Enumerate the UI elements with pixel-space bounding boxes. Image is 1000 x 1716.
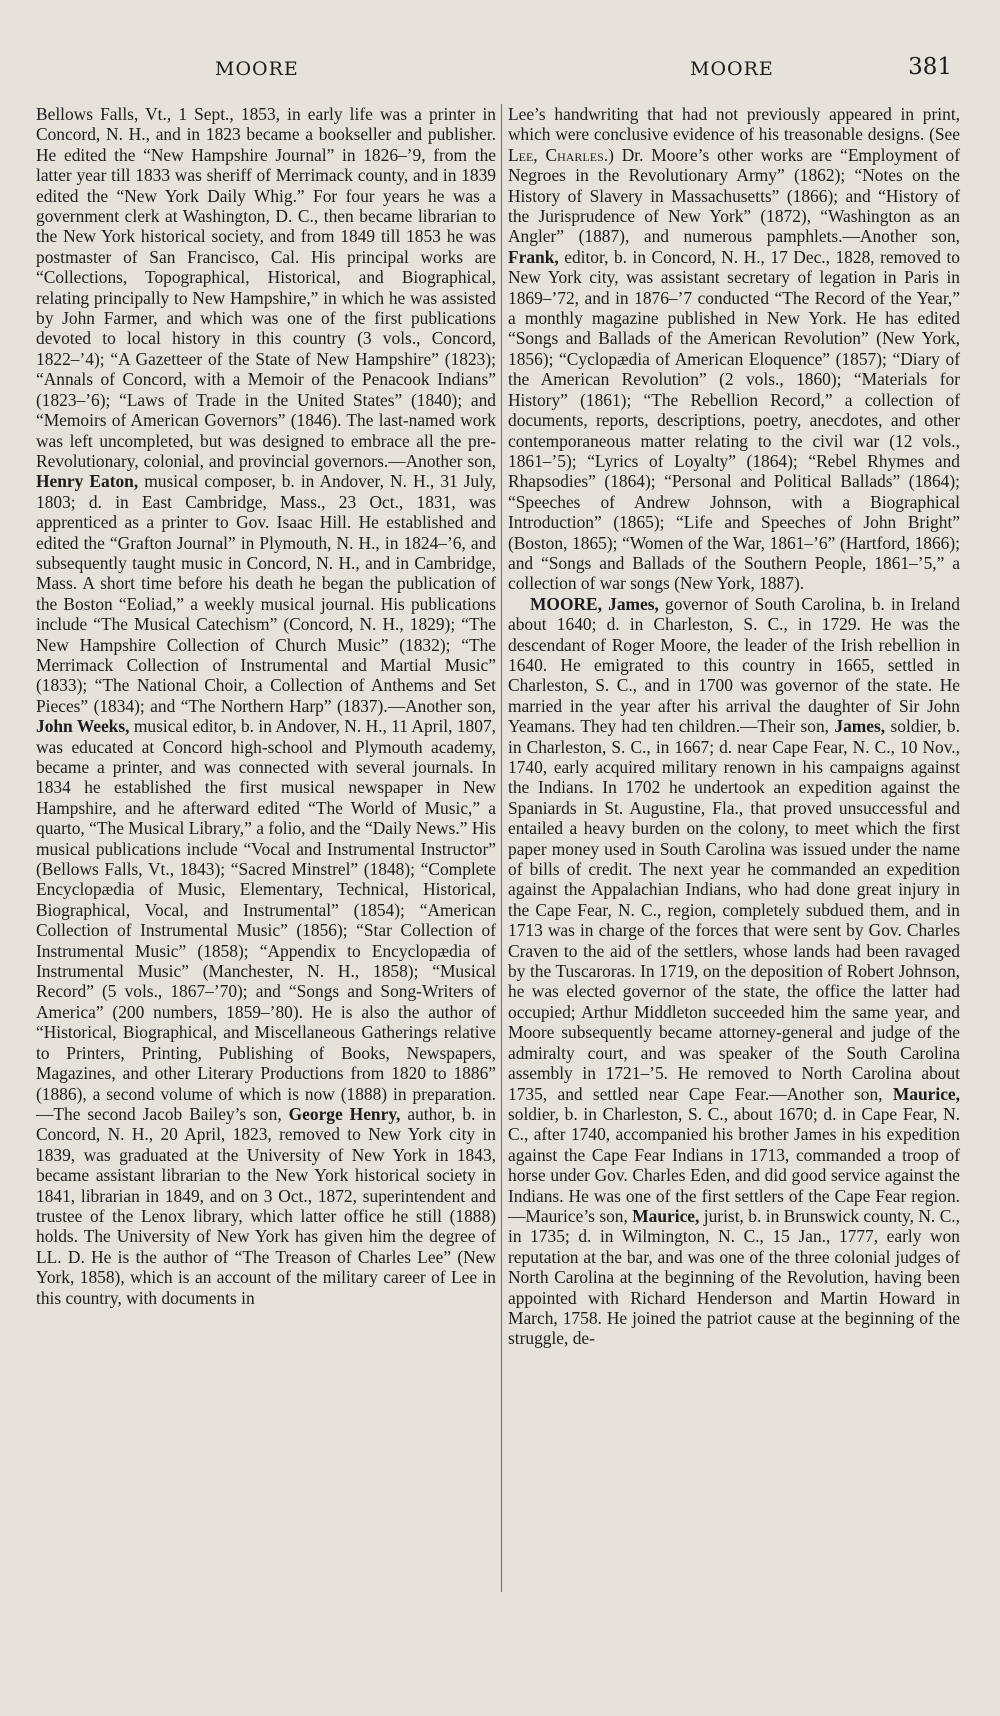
text-run: governor of South Carolina, b. in Ireland about 1640; d. in Charleston, S. C., in 1729. He was the descendant of Roger Moore, the leader of the Irish rebellion in 1640. He emigrated to this country in 1665, settled in Charleston, S. C., and in 1700 was governor of the state. He married in the year after his arrival the daughter of Sir John Yeamans. They had ten children.—Their son, bbox=[508, 593, 960, 737]
text-run: editor, b. in Concord, N. H., 17 Dec., 1828, removed to New York city, was assistant secretary of legation in Paris in 1869–’72, and in 1876–’7 conducted “The Record of the Year,” a monthly magazine published in New York. He has edited “Songs and Ballads of the American Revolution” (New York, 1856); “Cyclopædia of American Eloquence” (1857); “Diary of the American Revolution” (2 vols., 1860); “Materials for History” (1861); “The Rebellion Record,” a collection of documents, reports, descriptions, poetry, anecdotes, and other contemporaneous matter relating to the civil war (12 vols., 1861–’5); “Lyrics of Loyalty” (1864); “Rebel Rhymes and Rhapsodies” (1864); “Personal and Political Ballads” (1864); “Speeches of Andrew Johnson, with a Biographical Introduction” (1865); “Life and Speeches of John Bright” (Boston, 1865); “Women of the War, 1861–’6” (Hartford, 1866); and “Songs and Ballads of the Southern People, 1861–’5,” a collection of war songs (New York, 1887). bbox=[508, 246, 960, 594]
text-run: Bellows Falls, Vt., 1 Sept., 1853, in early life was a printer in Concord, N. H., and in 1823 became a bookseller and publisher. He edited the “New Hampshire Journal” in 1826–’9, from the latter year till 1833 was sheriff of Merrimack county, and in 1839 edited the “New York Daily Whig.” For four years he was a government clerk at Washington, D. C., then became librarian to the New York historical society, and from 1849 till 1853 he was postmaster of San Francisco, Cal. His principal works are “Collections, Topographical, Historical, and Biographical, relating principally to New Hampshire,” in which he was assisted by John Farmer, and which was one of the first publications devoted to local history in this country (3 vols., Concord, 1822–’4); “A Gazetteer of the State of New Hampshire” (1823); “Annals of Concord, with a Memoir of the Penacook Indians” (1823–’6); “Laws of Trade in the United States” (1840); and “Memoirs of American Governors” (1846). The last-named work was left uncompleted, but was designed to embrace all the pre-Revolutionary, colonial, and provincial governors.—Another son, bbox=[36, 104, 496, 471]
running-head-left: MOORE bbox=[215, 58, 299, 80]
entry-name: Maurice, bbox=[892, 1083, 960, 1104]
text-run: soldier, b. in Charleston, S. C., about 1670; d. in Cape Fear, N. C., after 1740, accompanied his brother James in his expedition against the Cape Fear Indians in 1713, commanded a troop of horse under Gov. Charles Eden, and did good service against the Indians. He was one of the first settlers of the Cape Fear region.—Maurice’s son, bbox=[508, 1103, 960, 1226]
entry-name: Frank, bbox=[508, 246, 559, 267]
text-run: author, b. in Concord, N. H., 20 April, 1823, removed to New York city in 1839, was graduated at the University of New York in 1843, became assistant librarian to the New York historical society in 1841, librarian in 1849, and on 3 Oct., 1872, superintendent and trustee of the Lenox library, which latter office he still (1888) holds. The University of New York has given him the degree of LL. D. He is the author of “The Treason of Charles Lee” (New York, 1858), which is an account of the military career of Lee in this country, with documents in bbox=[36, 1103, 496, 1308]
entry-name: James, bbox=[834, 716, 886, 737]
entry-name: Henry Eaton, bbox=[36, 471, 139, 492]
cross-reference: Lee, Charles. bbox=[508, 144, 609, 165]
entry-name: John Weeks, bbox=[36, 716, 130, 737]
text-run: musical composer, b. in Andover, N. H., 31 July, 1803; d. in East Cambridge, Mass., 23 Oct., 1831, was apprenticed as a printer to Gov. Isaac Hill. He established and edited the “Grafton Journal” in Plymouth, N. H., in 1824–’6, and subsequently taught music in Concord, N. H., and in Cambridge, Mass. A short time before his death he began the publication of the Boston “Eoliad,” a weekly musical journal. His publications include “The Musical Catechism” (Concord, N. H., 1829); “The New Hampshire Collection of Church Music” (1832); “The Merrimack Collection of Instrumental and Martial Music” (1833); “The National Choir, a Collection of Anthems and Set Pieces” (1834); and “The Northern Harp” (1837).—Another son, bbox=[36, 471, 496, 716]
text-run: jurist, b. in Brunswick county, N. C., in 1735; d. in Wilmington, N. C., 15 Jan., 1777, early won reputation at the bar, and was one of the three colonial judges of North Carolina at the beginning of the Revolution, having been appointed with Richard Henderson and Martin Howard in March, 1758. He joined the patriot cause at the beginning of the struggle, de- bbox=[508, 1205, 960, 1349]
paragraph bbox=[508, 104, 960, 594]
paragraph bbox=[36, 104, 496, 1308]
entry-name: George Henry, bbox=[288, 1103, 401, 1124]
left-column bbox=[36, 104, 496, 1308]
column-divider bbox=[501, 104, 502, 1592]
text-run: musical editor, b. in Andover, N. H., 11 April, 1807, was educated at Concord high-school and Plymouth academy, became a printer, and was connected with several journals. In 1834 he established the first musical newspaper in New Hampshire, and he afterward edited “The World of Music,” a quarto, “The Musical Library,” a folio, and the “Daily News.” His musical publications include “Vocal and Instrumental Instructor” (Bellows Falls, Vt., 1843); “Sacred Minstrel” (1848); “Complete Encyclopædia of Music, Elementary, Technical, Historical, Biographical, Vocal, and Instrumental” (1854); “American Collection of Instrumental Music” (1856); “Star Collection of Instrumental Music” (1858); “Appendix to Encyclopædia of Instrumental Music” (Manchester, N. H., 1858); “Musical Record” (5 vols., 1867–’70); and “Songs and Song-Writers of America” (200 numbers, 1859–’80). He is also the author of “Historical, Biographical, and Miscellaneous Gatherings relative to Printers, Printing, Publishing of Books, Newspapers, Magazines, and other Literary Productions from 1820 to 1886” (1886), a second volume of which is now (1888) in preparation.—The second Jacob Bailey’s son, bbox=[36, 716, 496, 1124]
paragraph bbox=[508, 594, 960, 1349]
entry-name: Maurice, bbox=[632, 1205, 700, 1226]
entry-headword: MOORE, James, bbox=[530, 593, 659, 614]
running-head-center: MOORE bbox=[690, 58, 774, 80]
page-number: 381 bbox=[908, 54, 952, 80]
right-column bbox=[508, 104, 960, 1349]
text-run: soldier, b. in Charleston, S. C., in 1667; d. near Cape Fear, N. C., 10 Nov., 1740, early acquired military renown in his campaigns against the Indians. In 1702 he undertook an expedition against the Spaniards in St. Augustine, Fla., that proved unsuccessful and entailed a heavy burden on the colony, to meet which the first paper money used in South Carolina was issued under the name of bills of credit. The next year he commanded an expedition against the Appalachian Indians, who had done great injury in the Cape Fear, N. C., region, completely subdued them, and in 1713 was in charge of the forces that were sent by Gov. Charles Craven to the aid of the settlers, whose lands had been ravaged by the Tuscaroras. In 1719, on the deposition of Robert Johnson, he was elected governor of the state, the office the latter had occupied; Arthur Middleton succeeded him the same year, and Moore subsequently became attorney-general and judge of the admiralty court, and was speaker of the South Carolina assembly in 1721–’5. He removed to North Carolina about 1735, and settled near Cape Fear.—Another son, bbox=[508, 716, 960, 1104]
text-run: ) Dr. Moore’s other works are “Employment of Negroes in the Revolutionary Army” (1862); “Notes on the History of Slavery in Massachusetts” (1866); and “History of the Jurisprudence of New York” (1872), “Washington as an Angler” (1887), and numerous pamphlets.—Another son, bbox=[508, 144, 960, 247]
text-run: Lee’s handwriting that had not previously appeared in print, which were conclusive evidence of his treasonable designs. (See bbox=[508, 104, 960, 145]
